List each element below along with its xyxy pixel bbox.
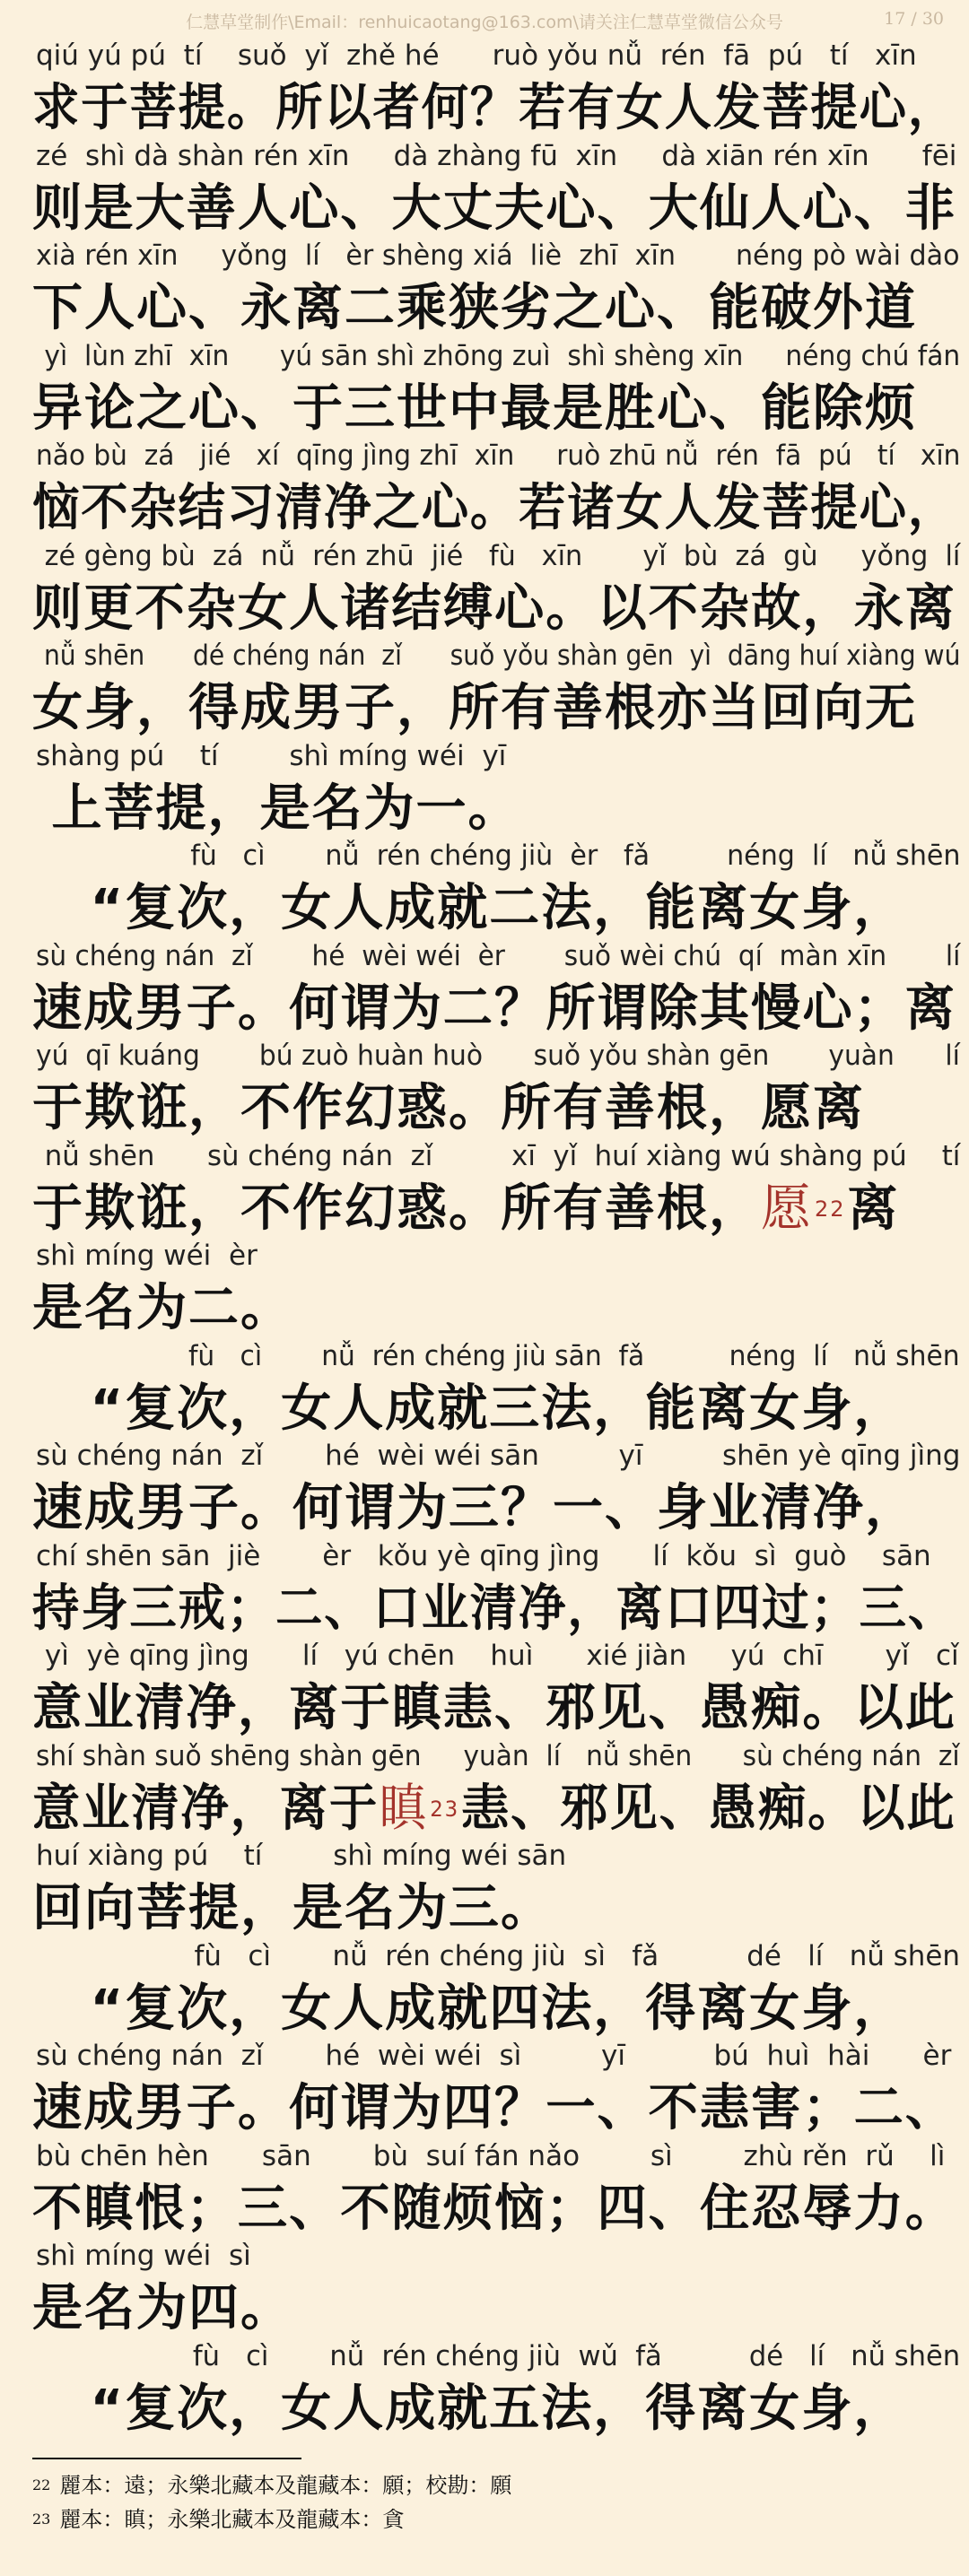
text-line [0,640,969,740]
hanzi-segment: 恚、邪见、愚痴。以此 [460,1779,956,1838]
text-line [0,1240,969,1340]
hanzi-line: 女身，得成男子，所有善根亦当回向无 [32,679,917,737]
page-header [0,5,969,36]
text-line [0,1440,969,1540]
pinyin-line: shì míng wéi sì [36,2240,251,2272]
hanzi-line: 下人心、永离二乘狭劣之心、能破外道 [32,279,917,337]
text-line [0,1540,969,1640]
pinyin-line: nǚ shēn dé chéng nán zǐ suǒ yǒu shàn gēn yì dāng huí xiàng wú [36,640,961,672]
hanzi-line: 速成男子。何谓为三？一、身业清净， [32,1479,917,1537]
text-line [0,2240,969,2340]
text-line [0,1640,969,1740]
text-line [0,1340,969,1440]
footnote-marker[interactable]: 23 [430,1796,460,1822]
hanzi-line: “复次，女人成就五法，得离女身， [32,2379,906,2438]
hanzi-line: 异论之心、于三世中最是胜心、能除烦 [32,379,917,438]
hanzi-line: “复次，女人成就二法，能离女身， [32,879,906,937]
text-line [0,140,969,240]
text-line [0,439,969,540]
pinyin-line: yì lùn zhī xīn yú sān shì zhōng zuì shì shèng xīn néng chú fán [36,339,961,372]
pinyin-line: nǎo bù zá jié xí qīng jìng zhī xīn ruò zhū nǚ rén fā pú tí xīn [36,439,961,472]
footnotes [32,2468,947,2537]
variant-character: 愿 [761,1179,813,1238]
header-title: 仁慧草堂制作\Email：renhuicaotang@163.com\请关注仁慧草堂微信公众号 [186,13,783,32]
text-line [0,2340,969,2441]
pinyin-line: fù cì nǚ rén chéng jiù èr fǎ néng lí nǚ shēn [36,840,961,872]
pinyin-line: fù cì nǚ rén chéng jiù sì fǎ dé lí nǚ shēn [36,1939,960,1972]
text-line [0,1740,969,1841]
hanzi-line: 是名为四。 [32,2279,292,2337]
footnote-marker[interactable]: 22 [815,1196,846,1222]
pinyin-line: sù chéng nán zǐ hé wèi wéi èr suǒ wèi chú qí màn xīn lí [36,939,961,972]
hanzi-line: 上菩提，是名为一。 [32,779,520,838]
pinyin-line: yì yè qīng jìng lí yú chēn huì xié jiàn yú chī yǐ cǐ [36,1640,959,1672]
text-line [0,39,969,140]
pinyin-line: nǚ shēn sù chéng nán zǐ xī yǐ huí xiàng wú shàng pú tí [36,1139,961,1172]
text-line [0,1140,969,1240]
text-line [0,1840,969,1940]
variant-character: 瞋 [379,1779,429,1838]
hanzi-line: 求于菩提。所以者何？若有女人发菩提心， [32,79,957,137]
pinyin-line: shàng pú tí shì míng wéi yī [36,739,507,772]
pinyin-line: chí shēn sān jiè èr kǒu yè qīng jìng lí kǒu sì guò sān [36,1539,931,1572]
hanzi-segment: 于欺诳，不作幻惑。所有善根， [32,1179,761,1238]
text-line [0,540,969,640]
pinyin-line: zé shì dà shàn rén xīn dà zhàng fū xīn dà xiān rén xīn fēi [36,139,957,172]
pinyin-line: sù chéng nán zǐ hé wèi wéi sì yī bú huì hài èr [36,2040,952,2072]
hanzi-line: 持身三戒；二、口业清净，离口四过；三、 [32,1579,957,1638]
text-line [0,2140,969,2241]
hanzi-line: “复次，女人成就四法，得离女身， [32,1979,906,2038]
pinyin-line: huí xiàng pú tí shì míng wéi sān [36,1840,567,1872]
hanzi-line: 恼不杂结习清净之心。若诸女人发菩提心， [32,479,957,537]
text-line [0,740,969,840]
text-line [0,940,969,1040]
page-number: 17 / 30 [884,9,944,29]
hanzi-segment: 离 [847,1179,900,1238]
text-line [0,239,969,340]
pinyin-line: yú qī kuáng bú zuò huàn huò suǒ yǒu shàn gēn yuàn lí [36,1040,960,1072]
text-line [0,840,969,940]
hanzi-line: 意业清净，离于瞋恚、邪见、愚痴。以此 [32,1679,957,1737]
hanzi-line: 于欺诳，不作幻惑。所有善根，愿离 [32,1079,865,1137]
hanzi-line: 则更不杂女人诸结缚心。以不杂故，永离 [32,579,957,638]
pinyin-line: qiú yú pú tí suǒ yǐ zhě hé ruò yǒu nǚ rén fā pú tí xīn [36,39,917,72]
hanzi-line: 速成男子。何谓为二？所谓除其慢心；离 [32,979,957,1038]
footnote-22: $^{22}$ 麗本：遠；永樂北藏本及龍藏本：願；校勘：願 [32,2473,512,2498]
text-line [0,340,969,440]
pinyin-line: fù cì nǚ rén chéng jiù sān fǎ néng lí nǚ shēn [36,1339,960,1372]
hanzi-line: 则是大善人心、大丈夫心、大仙人心、非 [32,178,957,238]
hanzi-line: 不瞋恨；三、不随烦恼；四、住忍辱力。 [32,2179,957,2238]
hanzi-line: “复次，女人成就三法，能离女身， [32,1379,906,1438]
hanzi-line: 是名为二。 [32,1279,292,1337]
pinyin-line: bù chēn hèn sān bù suí fán nǎo sì zhù rěn rǔ lì [36,2139,946,2172]
hanzi-line [32,1778,956,1841]
footnote-23: $^{23}$ 麗本：瞋；永樂北藏本及龍藏本：貪 [32,2507,405,2532]
pinyin-line: shí shàn suǒ shēng shàn gēn yuàn lí nǚ shēn sù chéng nán zǐ [36,1739,960,1772]
pinyin-line: sù chéng nán zǐ hé wèi wéi sān yī shēn yè qīng jìng [36,1440,961,1472]
pinyin-line: shì míng wéi èr [36,1240,258,1272]
footnote-divider [32,2458,301,2459]
hanzi-line: 速成男子。何谓为四？一、不恚害；二、 [32,2079,957,2137]
hanzi-line: 回向菩提，是名为三。 [32,1879,553,1937]
text-line [0,1940,969,2041]
pinyin-line: fù cì nǚ rén chéng jiù wǔ fǎ dé lí nǚ shēn [36,2339,961,2372]
hanzi-segment: 意业清净，离于 [32,1779,380,1838]
pinyin-line: xià rén xīn yǒng lí èr shèng xiá liè zhī xīn néng pò wài dào [36,239,960,272]
hanzi-line [32,1178,900,1240]
text-line [0,1040,969,1140]
text-line [0,2040,969,2140]
pinyin-line: zé gèng bù zá nǚ rén zhū jié fù xīn yǐ bù zá gù yǒng lí [36,539,961,572]
